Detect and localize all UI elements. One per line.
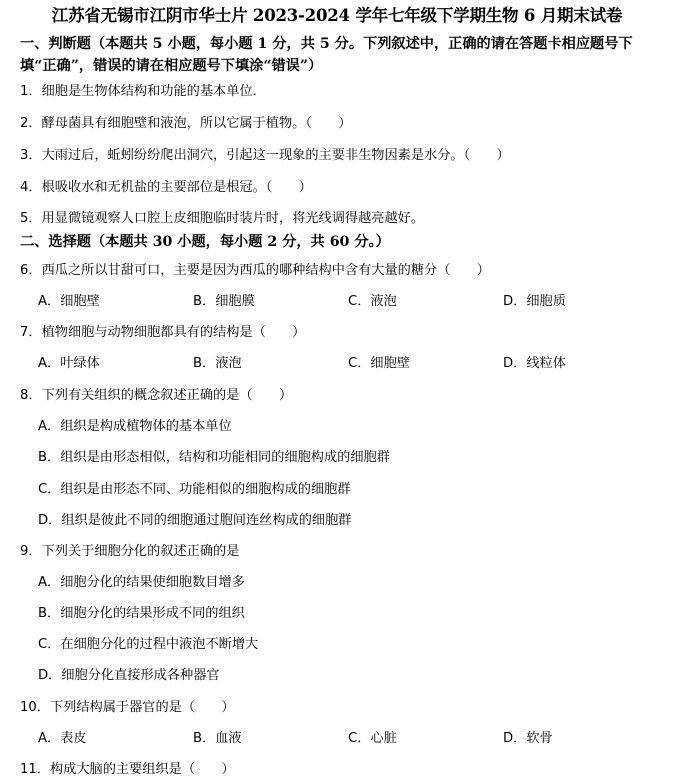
question-3: 3．大雨过后，蚯蚓纷纷爬出洞穴，引起这一现象的主要非生物因素是水分。（ ）: [20, 148, 510, 163]
question-9: 9．下列关于细胞分化的叙述正确的是: [20, 544, 240, 559]
q9-option-c: C．在细胞分化的过程中液泡不断增大: [38, 637, 259, 652]
question-6: 6．西瓜之所以甘甜可口，主要是因为西瓜的哪种结构中含有大量的糖分（ ）: [20, 263, 490, 278]
section-heading-choice: 二、选择题（本题共 30 小题，每小题 2 分，共 60 分。）: [20, 234, 390, 250]
q7-option-a: A．叶绿体: [38, 356, 100, 371]
question-11: 11．构成大脑的主要组织是（ ）: [20, 762, 235, 777]
q7-option-c: C．细胞壁: [348, 356, 410, 371]
q6-option-d: D．细胞质: [503, 294, 566, 309]
q9-option-b: B．细胞分化的结果形成不同的组织: [38, 606, 245, 621]
q6-option-b: B．细胞膜: [193, 294, 255, 309]
question-1: 1．细胞是生物体结构和功能的基本单位．: [20, 84, 266, 99]
question-5: 5．用显微镜观察人口腔上皮细胞临时装片时，将光线调得越亮越好。: [20, 211, 425, 226]
question-8: 8．下列有关组织的概念叙述正确的是（ ）: [20, 388, 293, 403]
q8-option-a: A．组织是构成植物体的基本单位: [38, 419, 232, 434]
page-title: 江苏省无锡市江阴市华士片 2023-2024 学年七年级下学期生物 6 月期末试卷: [51, 6, 623, 25]
q9-option-d: D．细胞分化直接形成各种器官: [38, 668, 220, 683]
q9-option-a: A．细胞分化的结果使细胞数目增多: [38, 575, 245, 590]
question-2: 2．酵母菌具有细胞壁和液泡，所以它属于植物。（ ）: [20, 116, 352, 131]
q8-option-d: D．组织是彼此不同的细胞通过胞间连丝构成的细胞群: [38, 513, 352, 528]
q10-option-c: C．心脏: [348, 731, 397, 746]
q10-option-d: D．软骨: [503, 731, 553, 746]
question-7: 7．植物细胞与动物细胞都具有的结构是（ ）: [20, 325, 306, 340]
section-heading-true-false: 一、判断题（本题共 5 小题，每小题 1 分，共 5 分。下列叙述中，正确的请在答题卡相应题号下填“正确”，错误的请在相应题号下填涂“错误”）: [20, 36, 633, 74]
q8-option-b: B．组织是由形态相似，结构和功能相同的细胞构成的细胞群: [38, 450, 390, 465]
question-10: 10．下列结构属于器官的是（ ）: [20, 700, 235, 715]
q6-option-c: C．液泡: [348, 294, 397, 309]
question-4: 4．根吸收水和无机盐的主要部位是根冠。（ ）: [20, 180, 312, 195]
q10-option-b: B．血液: [193, 731, 242, 746]
q6-option-a: A．细胞壁: [38, 294, 100, 309]
q7-option-d: D．线粒体: [503, 356, 566, 371]
q10-option-a: A．表皮: [38, 731, 87, 746]
q7-option-b: B．液泡: [193, 356, 242, 371]
q8-option-c: C．组织是由形态不同、功能相似的细胞构成的细胞群: [38, 482, 351, 497]
